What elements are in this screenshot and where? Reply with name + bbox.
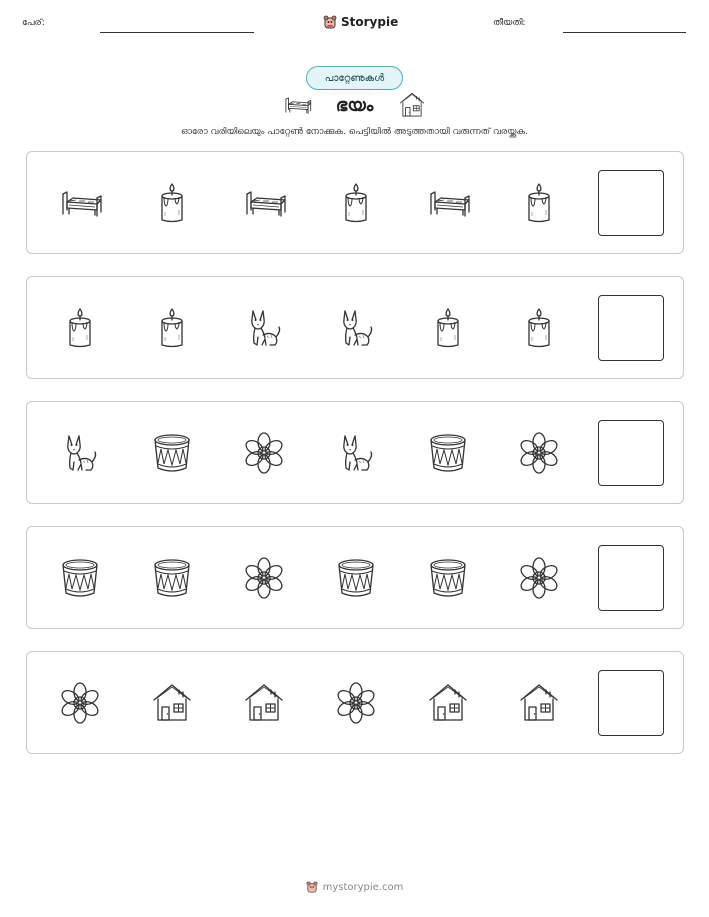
brand-name: Storypie: [341, 15, 399, 29]
pattern-row: [26, 276, 684, 379]
house-icon: [149, 680, 195, 726]
pattern-row: [26, 526, 684, 629]
storypie-mascot-icon: [323, 14, 337, 30]
house-icon: [241, 680, 287, 726]
house-icon: [425, 680, 471, 726]
flower-icon: [516, 430, 562, 476]
worksheet-header: [0, 0, 709, 50]
drum-icon: [149, 555, 195, 601]
topic-badge: പാറ്റേണുകൾ: [306, 66, 403, 90]
brand-logo: [323, 14, 398, 30]
instructions: ഓരോ വരിയിലെയും പാറ്റേൺ നോക്കുക. പെട്ടിയിൽ അടുത്തതായി വരുന്നത് വരയ്ക്കുക.: [181, 127, 528, 137]
flower-icon: [516, 555, 562, 601]
flower-icon: [57, 680, 103, 726]
name-label: പേര്:: [22, 18, 45, 28]
bed-icon: [57, 180, 103, 226]
pattern-row: [26, 401, 684, 504]
house-icon: [397, 90, 427, 120]
dog-icon: [241, 305, 287, 351]
candle-icon: [149, 180, 195, 226]
bed-icon: [241, 180, 287, 226]
drum-icon: [425, 430, 471, 476]
drum-icon: [149, 430, 195, 476]
flower-icon: [241, 430, 287, 476]
drum-icon: [425, 555, 471, 601]
candle-icon: [516, 305, 562, 351]
candle-icon: [57, 305, 103, 351]
answer-box[interactable]: [598, 670, 664, 736]
pattern-row: [26, 651, 684, 754]
bed-icon: [282, 90, 312, 120]
candle-icon: [149, 305, 195, 351]
pattern-row: [26, 151, 684, 254]
footer: [0, 880, 709, 894]
date-label: തീയതി:: [493, 18, 526, 28]
title-row: [282, 90, 427, 120]
dog-icon: [333, 430, 379, 476]
name-line[interactable]: [100, 32, 254, 33]
storypie-mascot-icon: [306, 880, 318, 894]
drum-icon: [57, 555, 103, 601]
answer-box[interactable]: [598, 420, 664, 486]
footer-url[interactable]: mystorypie.com: [322, 881, 404, 893]
page-title: ഭയം: [335, 94, 374, 116]
flower-icon: [241, 555, 287, 601]
candle-icon: [425, 305, 471, 351]
candle-icon: [516, 180, 562, 226]
answer-box[interactable]: [598, 545, 664, 611]
answer-box[interactable]: [598, 170, 664, 236]
flower-icon: [333, 680, 379, 726]
house-icon: [516, 680, 562, 726]
answer-box[interactable]: [598, 295, 664, 361]
bed-icon: [425, 180, 471, 226]
drum-icon: [333, 555, 379, 601]
candle-icon: [333, 180, 379, 226]
dog-icon: [57, 430, 103, 476]
date-line[interactable]: [563, 32, 686, 33]
dog-icon: [333, 305, 379, 351]
